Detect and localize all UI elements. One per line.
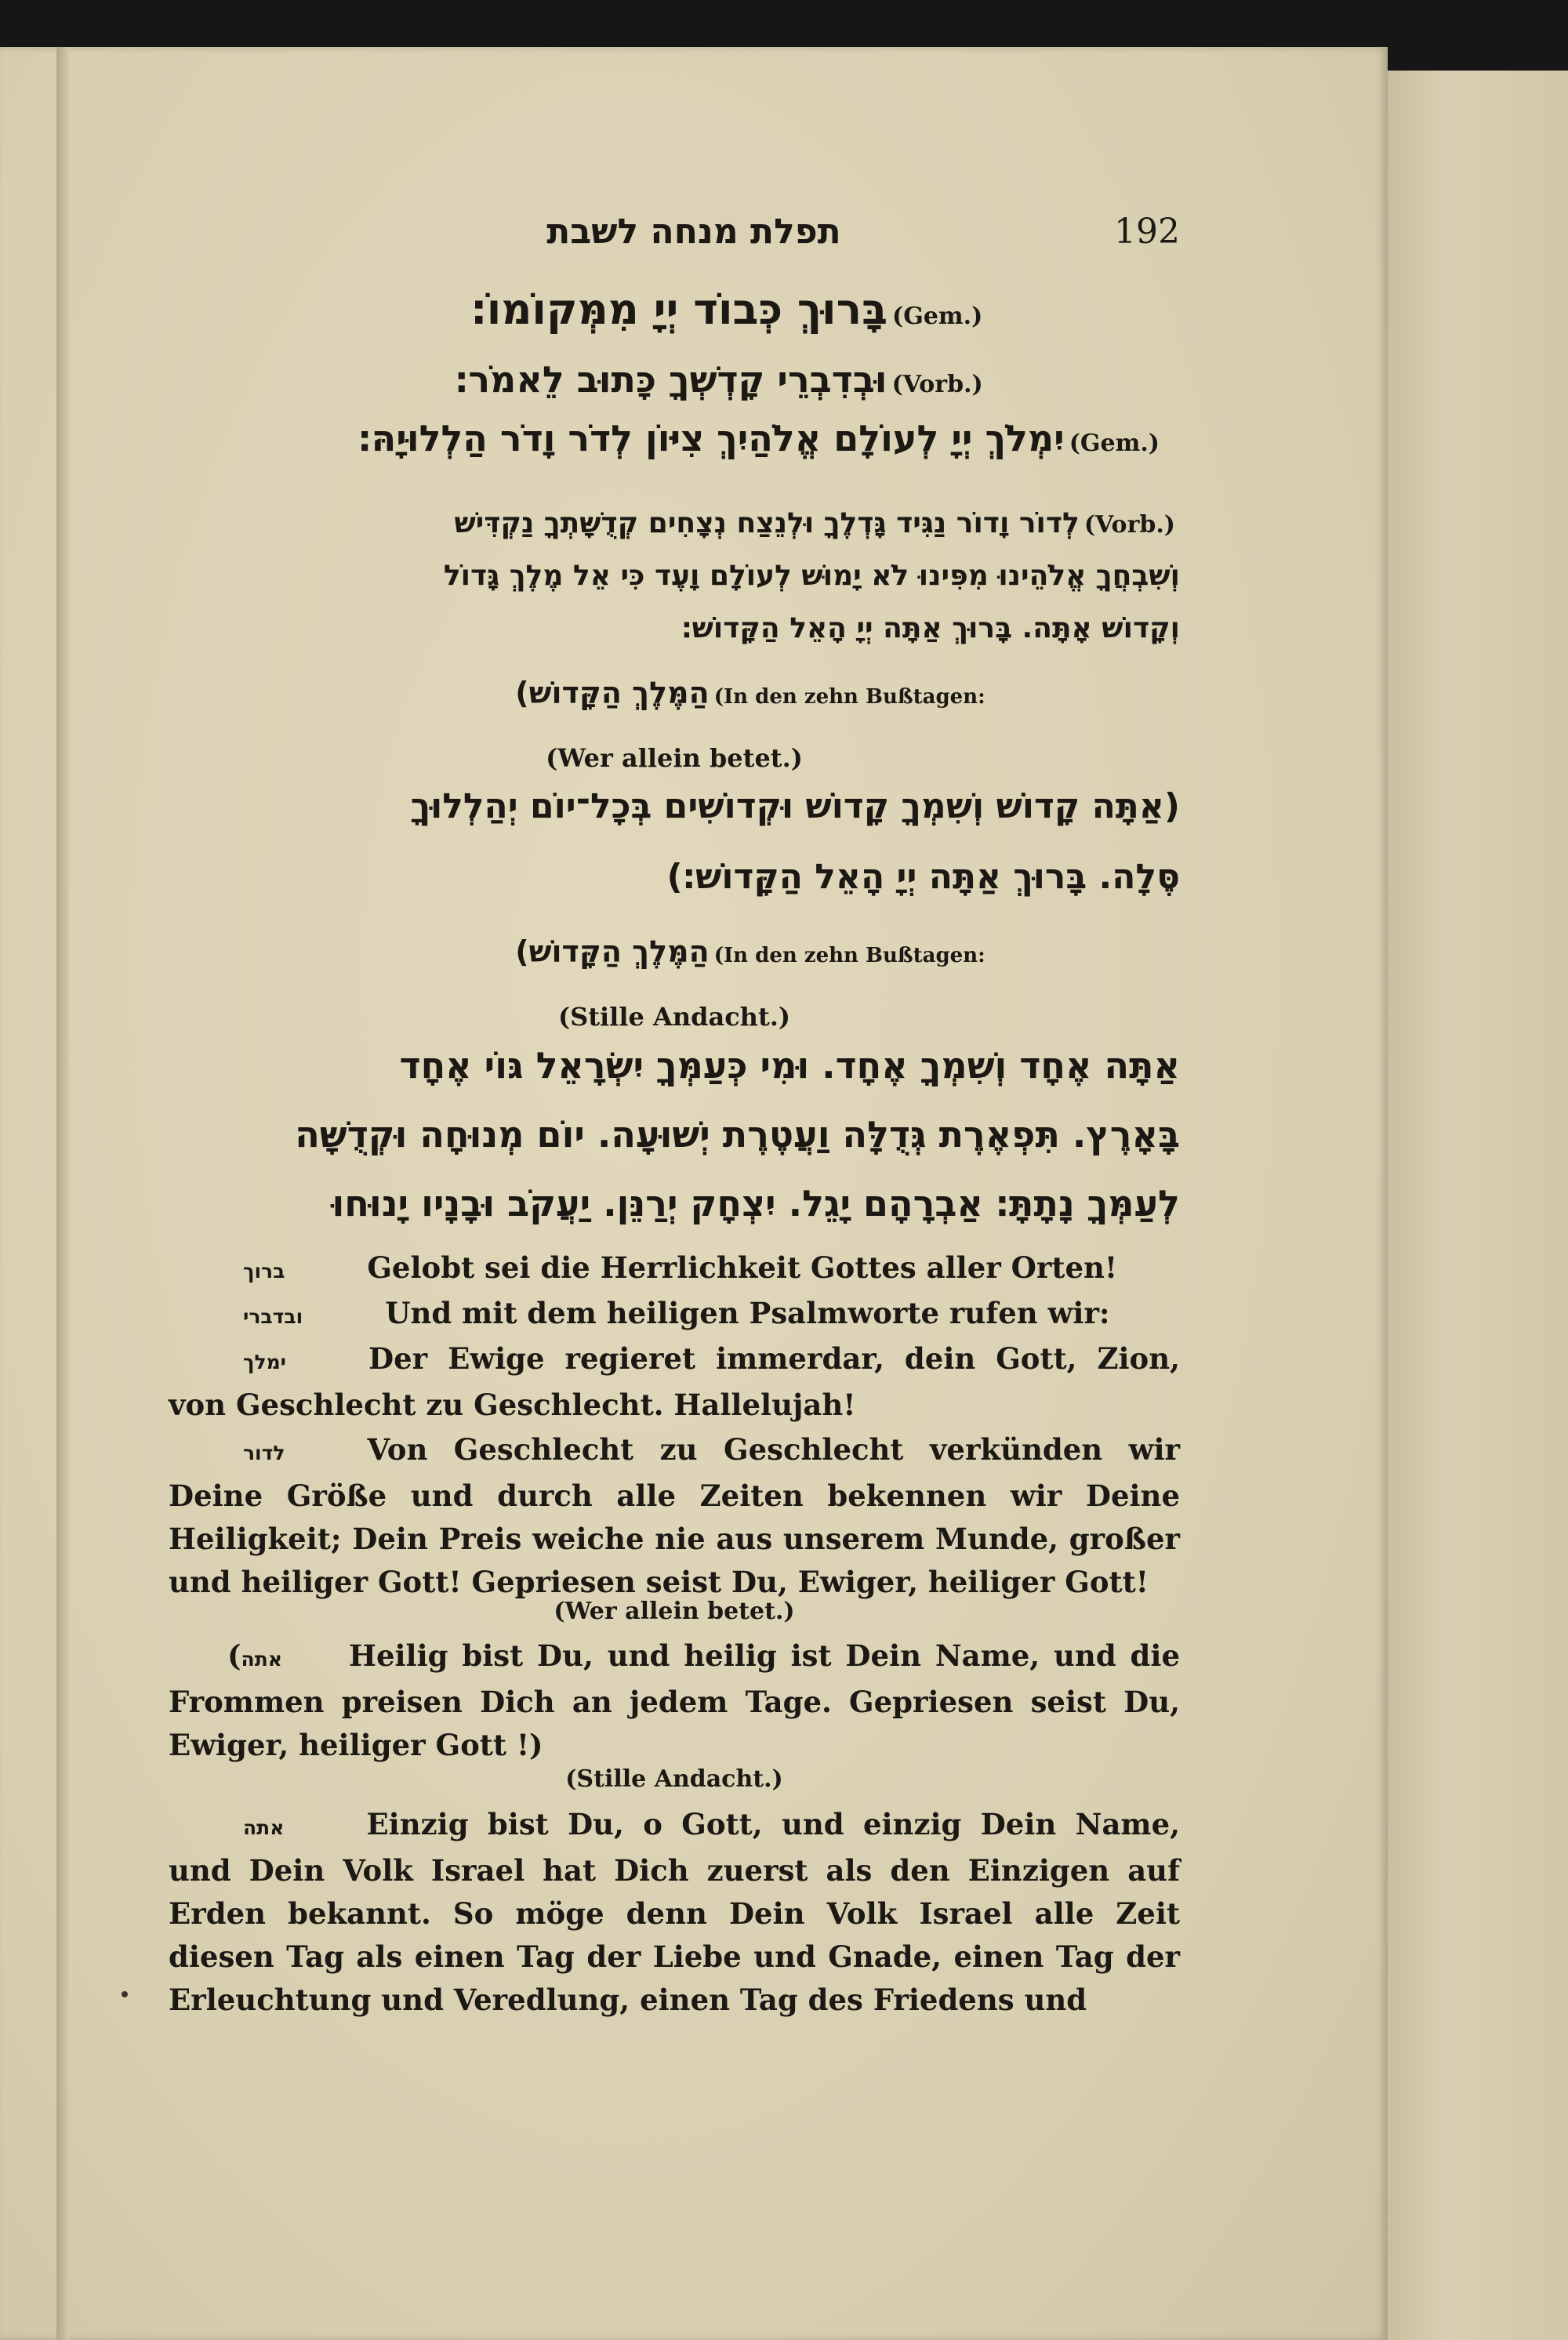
silent-line-3 — [169, 1181, 1180, 1228]
kedusha-note-2: (Vorb.) — [891, 371, 983, 398]
alone-line-1 — [169, 784, 1180, 829]
kedusha-line-1 — [169, 282, 1180, 337]
penitence-note-1: (In den zehn Bußtagen: — [713, 685, 985, 709]
silent-label: (Stille Andacht.) — [557, 1002, 790, 1032]
translation-cue-2: ובדברי — [243, 1305, 303, 1328]
penitence-text-2: הַמֶּלֶךְ הַקָּדוֹשׁ) — [515, 934, 710, 969]
translation-text-6: Einzig bist Du, o Gott, und einzig Dein Name, und Dein Volk Israel hat Dich zuerst als den Einzigen auf Erden bekannt. So möge denn Dein Volk Israel alle Zeit diesen Tag als einen Tag der Liebe und Gnade, einen Tag der Erleuchtung und Veredlung, einen Tag des Friedens und — [169, 1807, 1180, 2017]
kedusha-text-2: וּבְדִבְרֵי קָדְשְׁךָ כָּתוּב לֵאמֹר׃ — [455, 358, 887, 401]
translation-text-5: Heilig bist Du, und heilig ist Dein Name, und die Frommen preisen Dich an jedem Tage. Gepriesen seist Du, Ewiger, heiliger Gott !) — [169, 1638, 1180, 1762]
page-number: 192 — [1114, 212, 1180, 252]
kedusha-note-3: (Gem.) — [1069, 430, 1160, 457]
penitence-line-1 — [169, 674, 1180, 713]
facing-page-edge — [1380, 71, 1568, 2340]
alone-label: (Wer allein betet.) — [546, 743, 803, 773]
translation-cue-4: לדור — [243, 1442, 285, 1464]
silent-text-2: בָּאָרֶץ. תִּפְאֶרֶת גְּדֻלָּה וַעֲטֶרֶת יְשׁוּעָה. יוֹם מְנוּחָה וּקְדֻשָּׁה — [295, 1113, 1180, 1155]
translation-alone-label: (Wer allein betet.) — [554, 1598, 795, 1625]
kedusha-line-6 — [169, 611, 1180, 648]
translation-cue-1: ברוך — [243, 1260, 285, 1282]
translation-paragraph-2 — [169, 1292, 1180, 1338]
translation-text-1: Gelobt sei die Herrlichkeit Gottes aller Orten! — [367, 1250, 1118, 1285]
translation-paragraph-5 — [169, 1634, 1180, 1767]
silent-line-2 — [169, 1112, 1180, 1159]
kedusha-text-6: וְקָדוֹשׁ אָתָּה. בָּרוּךְ אַתָּה יְיָ הָאֵל הַקָּדוֹשׁ׃ — [681, 612, 1180, 644]
page-header — [169, 212, 1180, 259]
silent-text-1: אַתָּה אֶחָד וְשִׁמְךָ אֶחָד. וּמִי כְּעַמְּךָ יִשְׂרָאֵל גּוֹי אֶחָד — [399, 1044, 1180, 1087]
translation-paragraph-4 — [169, 1428, 1180, 1604]
kedusha-text-1: בָּרוּךְ כְּבוֹד יְיָ מִמְּקוֹמוֹ׃ — [470, 285, 888, 334]
page-speck — [122, 1991, 128, 1997]
penitence-line-2 — [169, 933, 1180, 971]
kedusha-note-1: (Gem.) — [892, 303, 983, 330]
translation-cue-6: אתה — [243, 1816, 285, 1839]
penitence-note-2: (In den zehn Bußtagen: — [713, 944, 985, 967]
silent-line-1 — [169, 1043, 1180, 1090]
kedusha-text-3: יִמְלֹךְ יְיָ לְעוֹלָם אֱלֹהַיִךְ צִיּוֹן לְדֹר וָדֹר הַלְלוּיָהּ׃ — [358, 417, 1065, 459]
translation-cue-3: ימלך — [243, 1351, 287, 1373]
running-title: תפלת מנחה לשבת — [546, 212, 841, 252]
translation-text-2: Und mit dem heiligen Psalmworte rufen wir: — [385, 1296, 1110, 1330]
translation-text-3: Der Ewige regieret immerdar, dein Gott, Zion, von Geschlecht zu Geschlecht. Hallelujah! — [169, 1341, 1180, 1422]
translation-paragraph-3 — [169, 1337, 1180, 1427]
kedusha-note-4: (Vorb.) — [1083, 511, 1175, 539]
kedusha-text-4: לְדוֹר וָדוֹר נַגִּיד גָּדְלֶךָ וּלְנֵצַח נְצָחִים קְדֻשָּׁתְךָ נַקְדִּישׁ — [454, 507, 1080, 539]
alone-text-2: סֶּלָה. בָּרוּךְ אַתָּה יְיָ הָאֵל הַקָּדוֹשׁ׃) — [666, 857, 1180, 897]
kedusha-line-5 — [169, 558, 1180, 595]
translation-open-paren: ( — [227, 1638, 241, 1673]
translation-cue-5: אתה — [241, 1648, 282, 1671]
alone-line-2 — [169, 854, 1180, 899]
translation-paragraph-1 — [169, 1246, 1180, 1293]
alone-text-1: (אַתָּה קָדוֹשׁ וְשִׁמְךָ קָדוֹשׁ וּקְדוֹשִׁים בְּכָל־יוֹם יְהַלְלוּךָ — [410, 786, 1180, 826]
silent-text-3: לְעַמְּךָ נָתָתָּ׃ אַבְרָהָם יָגֵל. יִצְחָק יְרַנֵּן. יַעֲקֹב וּבָנָיו יָנוּחוּ — [332, 1182, 1180, 1224]
kedusha-line-2 — [169, 357, 1180, 404]
penitence-text-1: הַמֶּלֶךְ הַקָּדוֹשׁ) — [515, 676, 710, 710]
translation-paragraph-6 — [169, 1803, 1180, 2022]
kedusha-line-4 — [169, 506, 1180, 542]
kedusha-text-5: וְשִׁבְחֲךָ אֱלֹהֵינוּ מִפִּינוּ לֹא יָמוּשׁ לְעוֹלָם וָעֶד כִּי אֵל מֶלֶךְ גָּדוֹל — [443, 560, 1180, 592]
translation-silent-label: (Stille Andacht.) — [565, 1765, 783, 1793]
book-gutter — [56, 47, 69, 2340]
translation-text-4: Von Geschlecht zu Geschlecht verkünden wir Deine Größe und durch alle Zeiten bekennen wir Deine Heiligkeit; Dein Preis weiche nie aus unserem Munde, großer und heiliger Gott! Gepriesen seist Du, Ewiger, heiliger Gott! — [169, 1432, 1180, 1599]
kedusha-line-3 — [169, 415, 1180, 463]
